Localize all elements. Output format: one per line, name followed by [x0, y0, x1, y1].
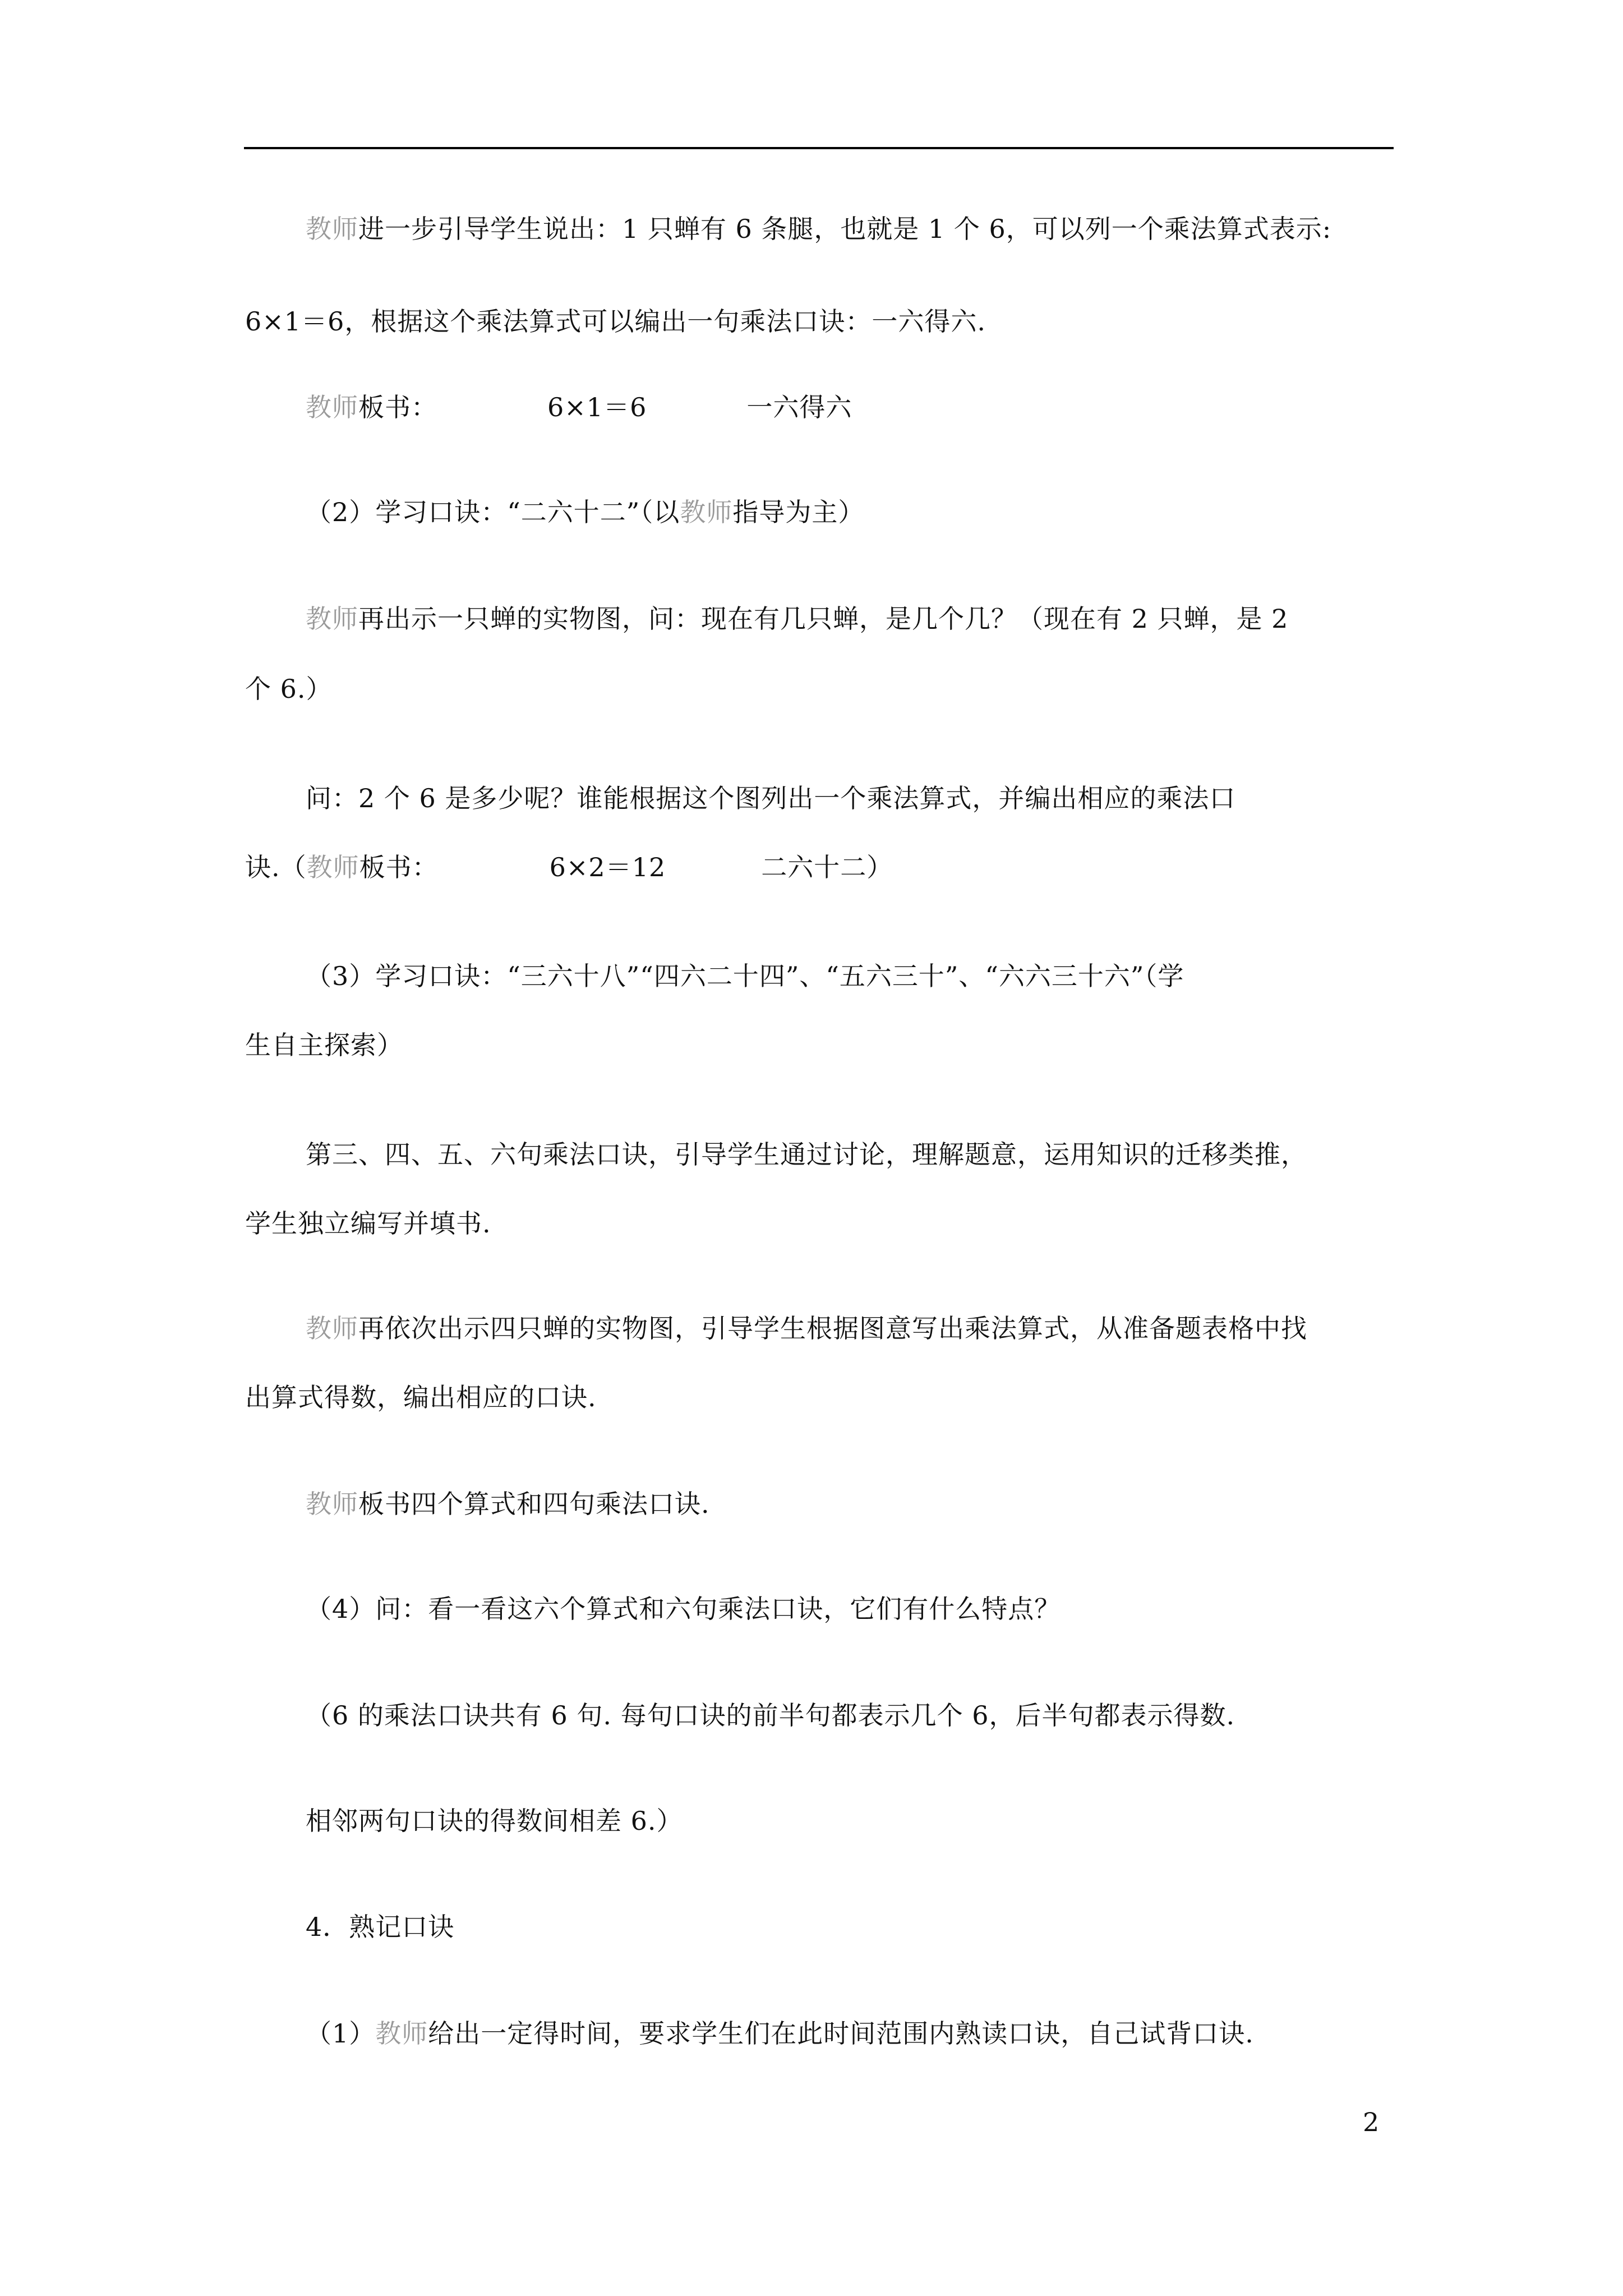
- board-label: 板书：: [359, 852, 439, 882]
- paragraph-7-line-1: 第三、四、五、六句乘法口诀，引导学生通过讨论，理解题意，运用知识的迁移类推，: [306, 1139, 1307, 1170]
- board-formula: 6×1＝6: [547, 392, 647, 422]
- teacher-word: 教师: [306, 604, 358, 634]
- paragraph-8-line-1: [306, 1313, 1307, 1344]
- paragraph-9-text: 板书四个算式和四句乘法口诀.: [358, 1489, 710, 1519]
- paragraph-5-line-1: 问：2 个 6 是多少呢？谁能根据这个图列出一个乘法算式，并编出相应的乘法口: [306, 783, 1236, 813]
- board-rhyme: 一六得六: [746, 392, 852, 422]
- paragraph-7-line-2: 学生独立编写并填书.: [245, 1208, 491, 1239]
- teacher-word: 教师: [306, 1313, 358, 1343]
- paragraph-4-line-1: [306, 603, 1288, 634]
- teacher-word: 教师: [680, 497, 733, 527]
- step-4-heading: 4．熟记口诀: [306, 1912, 455, 1942]
- board-formula: 6×2＝12: [549, 852, 666, 882]
- paragraph-8-text: 再依次出示四只蝉的实物图，引导学生根据图意写出乘法算式，从准备题表格中找: [358, 1313, 1307, 1343]
- board-rhyme: 二六十二）: [761, 852, 893, 882]
- teacher-word: 教师: [306, 1489, 358, 1519]
- section-2-heading: [306, 496, 864, 528]
- step-4-item-1: [306, 2018, 1254, 2049]
- header-rule: [244, 147, 1394, 149]
- teacher-word: 教师: [306, 852, 359, 882]
- teacher-word: 教师: [306, 214, 358, 244]
- paragraph-4-line-2: 个 6.）: [245, 674, 333, 704]
- teacher-word: 教师: [375, 2018, 428, 2049]
- teacher-word: 教师: [306, 392, 358, 422]
- section-4-question: （4）问：看一看这六个算式和六句乘法口诀，它们有什么特点？: [306, 1594, 1061, 1624]
- paragraph-1-text: 进一步引导学生说出：1 只蝉有 6 条腿，也就是 1 个 6，可以列一个乘法算式表示:: [358, 214, 1332, 244]
- page-number: 2: [1363, 2107, 1380, 2137]
- board-writing-line-1: [306, 392, 852, 423]
- item-text: 给出一定得时间，要求学生们在此时间范围内熟读口诀，自己试背口诀.: [428, 2018, 1254, 2049]
- paragraph-11-line-1: （6 的乘法口诀共有 6 句. 每句口诀的前半句都表示几个 6，后半句都表示得数.: [306, 1700, 1235, 1731]
- board-label: 板书：: [358, 392, 437, 422]
- paragraph-9: [306, 1488, 710, 1520]
- section-3-line-1: （3）学习口诀：“三六十八”“四六二十四”、“五六三十”、“六六三十六”（学: [306, 961, 1184, 991]
- paragraph-1-line-1: [306, 213, 1331, 245]
- item-number: （1）: [306, 2018, 376, 2049]
- paragraph-5-prefix: 诀.（: [245, 852, 307, 882]
- paragraph-8-line-2: 出算式得数，编出相应的口诀.: [245, 1382, 597, 1412]
- paragraph-1-line-2: 6×1＝6，根据这个乘法算式可以编出一句乘法口诀：一六得六.: [245, 306, 986, 337]
- paragraph-5-line-2: [245, 852, 893, 883]
- section-3-line-2: 生自主探索）: [245, 1030, 403, 1060]
- section-2-text: （2）学习口诀：“二六十二”（以: [306, 497, 680, 527]
- paragraph-11-line-2: 相邻两句口诀的得数间相差 6.）: [306, 1806, 683, 1836]
- paragraph-4-text: 再出示一只蝉的实物图，问：现在有几只蝉，是几个几？（现在有 2 只蝉，是 2: [358, 604, 1289, 634]
- section-2-text-end: 指导为主）: [732, 497, 865, 527]
